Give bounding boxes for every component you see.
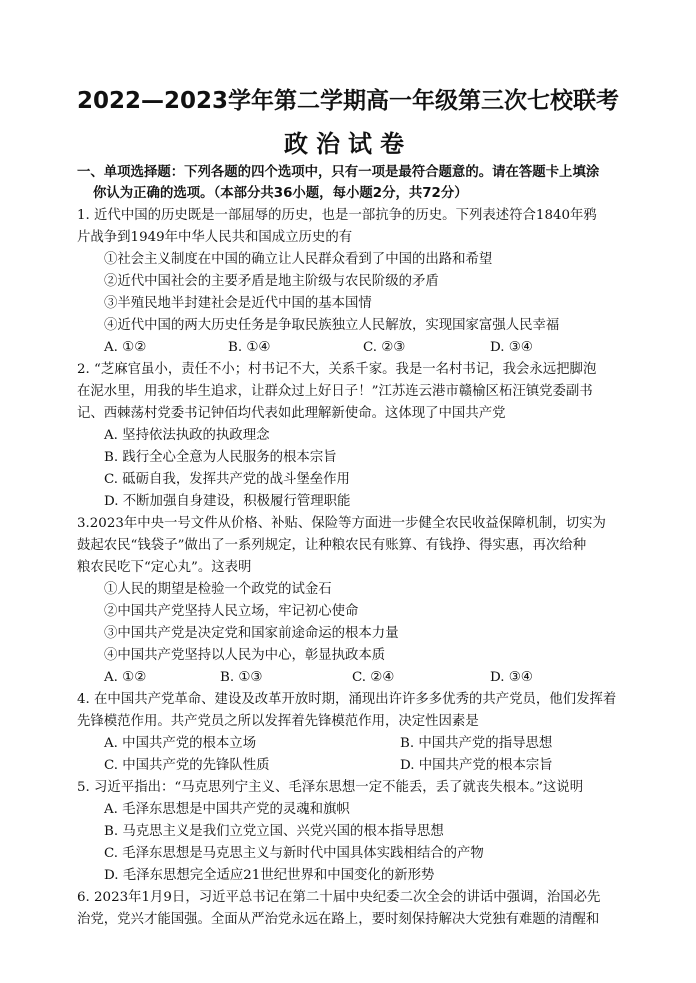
q3-stem-line-1: 3.2023年中央一号文件从价格、补贴、保险等方面进一步健全农民收益保障机制，切实为 [77, 516, 606, 531]
q4-option-d: D. 中国共产党的根本宗旨 [400, 758, 553, 773]
q1-option-b: B. ①④ [228, 340, 271, 355]
section-instruction-line-1: 一、单项选择题：下列各题的四个选项中，只有一项是最符合题意的。请在答题卡上填涂 [77, 165, 600, 180]
q2-option-a: A. 坚持依法执政的执政理念 [104, 428, 270, 443]
q3-item-2: ②中国共产党坚持人民立场，牢记初心使命 [104, 604, 359, 619]
exam-title: 2022—2023学年第二学期高一年级第三次七校联考 [76, 88, 620, 114]
q4-stem-line-2: 先锋模范作用。共产党员之所以发挥着先锋模范作用，决定性因素是 [77, 714, 479, 729]
q6-stem-line-2: 治党，党兴才能国强。全面从严治党永远在路上，要时刻保持解决大党独有难题的清醒和 [77, 912, 600, 927]
q5-stem-line-1: 5. 习近平指出：“马克思列宁主义、毛泽东思想一定不能丢，丢了就丧失根本。”这说明 [77, 780, 584, 795]
q2-option-b: B. 践行全心全意为人民服务的根本宗旨 [104, 450, 337, 465]
q2-stem-line-1: 2. “芝麻官虽小，责任不小；村书记不大，关系千家。我是一名村书记，我会永远把脚泡 [77, 362, 597, 377]
q3-option-a: A. ①② [104, 670, 147, 685]
q3-stem-line-2: 鼓起农民“钱袋子”做出了一系列规定，让种粮农民有账算、有钱挣、得实惠，再次给种 [77, 538, 587, 553]
q3-option-c: C. ②④ [352, 670, 395, 685]
q3-stem-line-3: 粮农民吃下“定心丸”。这表明 [77, 560, 252, 575]
q1-item-4: ④近代中国的两大历史任务是争取民族独立人民解放，实现国家富强人民幸福 [104, 318, 560, 333]
q1-stem-line-1: 1. 近代中国的历史既是一部屈辱的历史，也是一部抗争的历史。下列表述符合1840年鸦 [77, 208, 597, 223]
q1-option-c: C. ②③ [363, 340, 406, 355]
section-instruction-line-2: 你认为正确的选项。（本部分共36小题，每小题2分，共72分） [93, 186, 468, 201]
q5-option-b: B. 马克思主义是我们立党立国、兴党兴国的根本指导思想 [104, 824, 444, 839]
q5-option-d: D. 毛泽东思想完全适应21世纪世界和中国变化的新形势 [104, 868, 435, 883]
q1-stem-line-2: 片战争到1949年中华人民共和国成立历史的有 [77, 230, 353, 245]
q3-option-b: B. ①③ [220, 670, 263, 685]
q1-item-2: ②近代中国社会的主要矛盾是地主阶级与农民阶级的矛盾 [104, 274, 439, 289]
q3-option-d: D. ③④ [490, 670, 533, 685]
exam-subtitle: 政治试卷 [284, 130, 412, 158]
q2-option-c: C. 砥砺自我，发挥共产党的战斗堡垒作用 [104, 472, 350, 487]
q3-item-1: ①人民的期望是检验一个政党的试金石 [104, 582, 332, 597]
q6-stem-line-1: 6. 2023年1月9日，习近平总书记在第二十届中央纪委二次全会的讲话中强调，治国必先 [77, 890, 601, 905]
q2-stem-line-2: 在泥水里，用我的毕生追求，让群众过上好日子！”江苏连云港市赣榆区柘汪镇党委副书 [77, 384, 593, 399]
q5-option-c: C. 毛泽东思想是马克思主义与新时代中国具体实践相结合的产物 [104, 846, 484, 861]
q2-stem-line-3: 记、西棘荡村党委书记钟佰均代表如此理解新使命。这体现了中国共产党 [77, 406, 506, 421]
q2-option-d: D. 不断加强自身建设，积极履行管理职能 [104, 494, 351, 509]
q4-option-c: C. 中国共产党的先锋队性质 [104, 758, 270, 773]
q4-option-a: A. 中国共产党的根本立场 [104, 736, 257, 751]
q1-item-3: ③半殖民地半封建社会是近代中国的基本国情 [104, 296, 372, 311]
q3-item-4: ④中国共产党坚持以人民为中心，彰显执政本质 [104, 648, 386, 663]
q1-item-1: ①社会主义制度在中国的确立让人民群众看到了中国的出路和希望 [104, 252, 493, 267]
q4-stem-line-1: 4. 在中国共产党革命、建设及改革开放时期，涌现出许许多多优秀的共产党员，他们发挥着 [77, 692, 617, 707]
q1-option-d: D. ③④ [490, 340, 533, 355]
q1-option-a: A. ①② [104, 340, 147, 355]
q5-option-a: A. 毛泽东思想是中国共产党的灵魂和旗帜 [104, 802, 350, 817]
q4-option-b: B. 中国共产党的指导思想 [400, 736, 553, 751]
q3-item-3: ③中国共产党是决定党和国家前途命运的根本力量 [104, 626, 399, 641]
